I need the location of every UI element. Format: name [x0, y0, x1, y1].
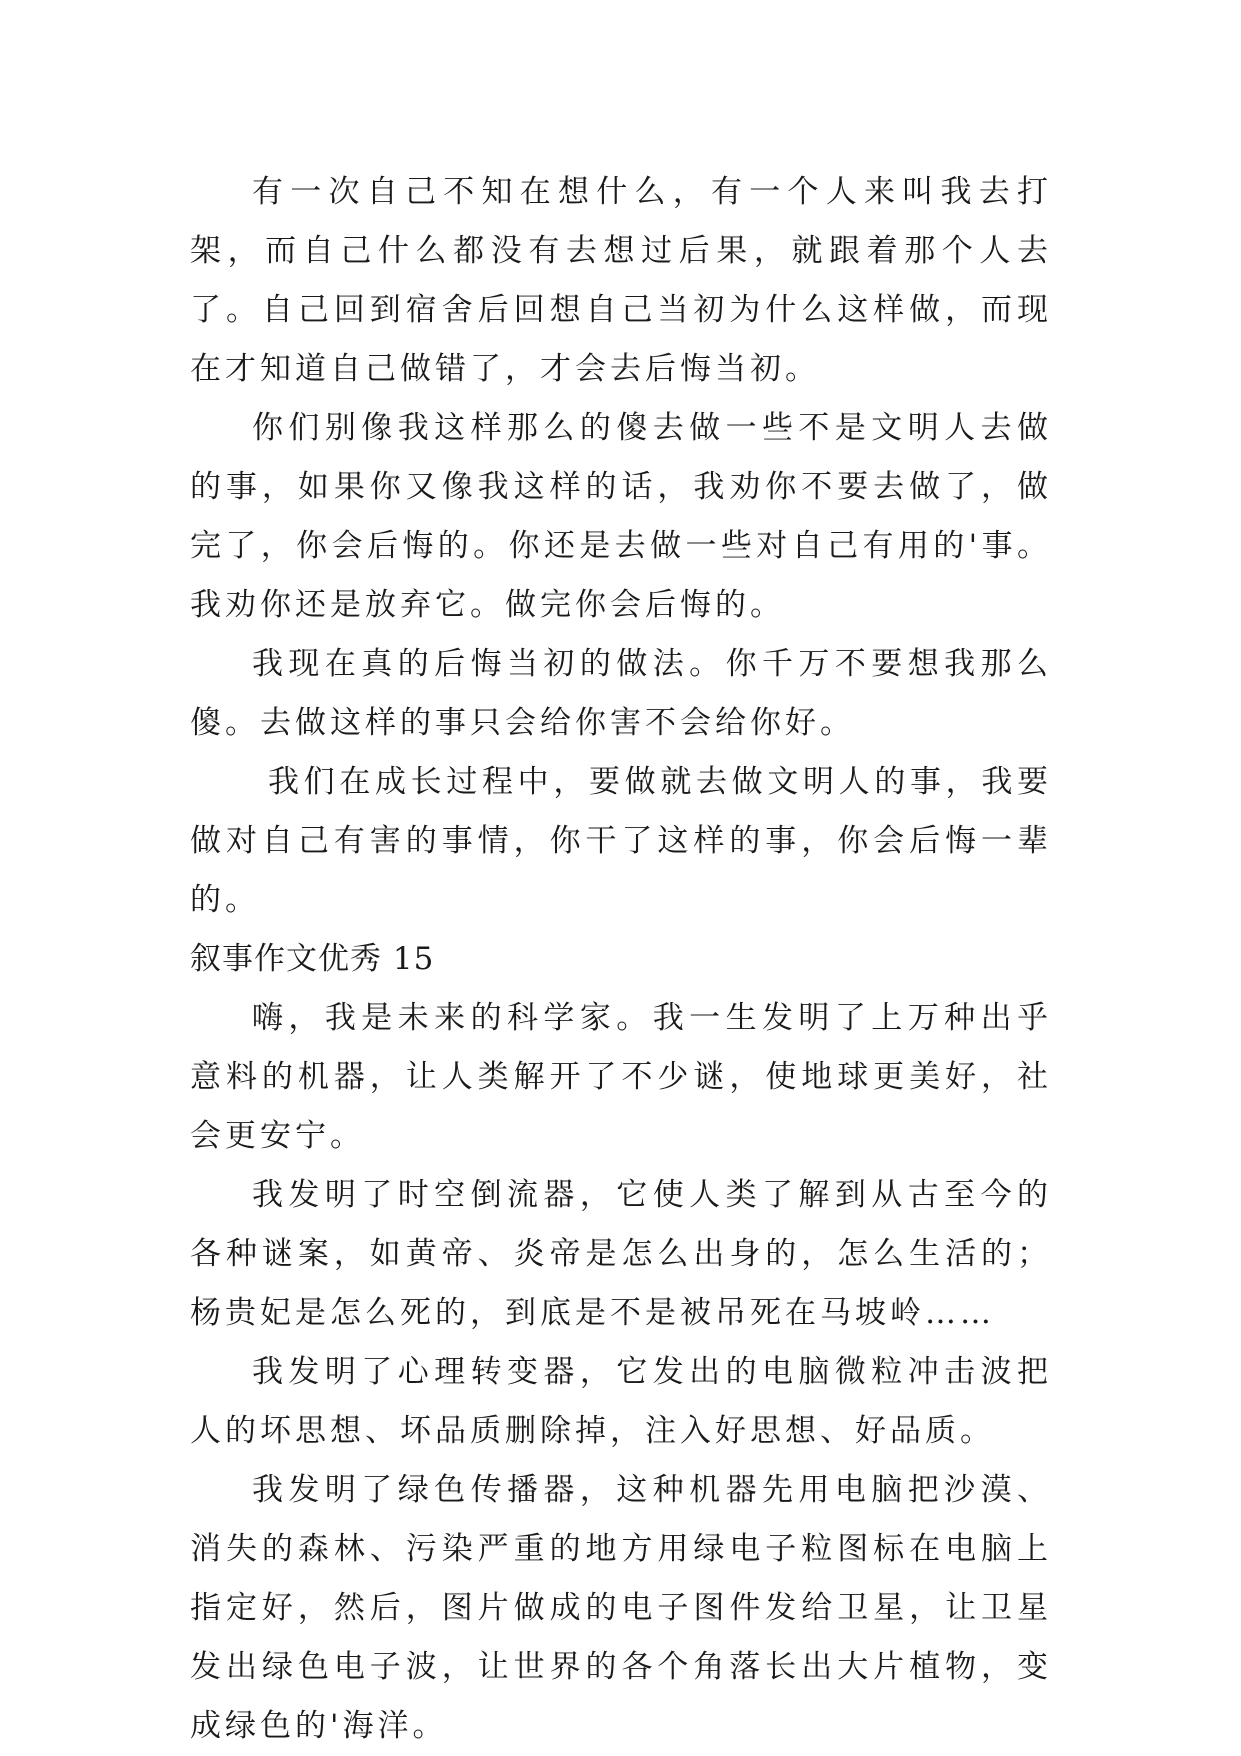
paragraph-time-machine: 我发明了时空倒流器，它使人类了解到从古至今的各种谜案，如黄帝、炎帝是怎么出身的，怎么生活的；杨贵妃是怎么死的，到底是不是被吊死在马坡岭…… — [190, 1177, 1052, 1331]
paragraph-regret: 我现在真的后悔当初的做法。你千万不要想我那么傻。去做这样的事只会给你害不会给你好。 — [190, 646, 1052, 741]
document-body — [190, 163, 1052, 1756]
paragraph-scientist: 嗨，我是未来的科学家。我一生发明了上万种出乎意料的机器，让人类解开了不少谜，使地球更美好，社会更安宁。 — [190, 1000, 1052, 1154]
paragraph-mind-converter: 我发明了心理转变器，它发出的电脑微粒冲击波把人的坏思想、坏品质删除掉，注入好思想、好品质。 — [190, 1354, 1052, 1449]
paragraph-fight: 有一次自己不知在想什么，有一个人来叫我去打架，而自己什么都没有去想过后果，就跟着那个人去了。自己回到宿舍后回想自己当初为什么这样做，而现在才知道自己做错了，才会去后悔当初。 — [190, 174, 1052, 387]
paragraph-growth: 我们在成长过程中，要做就去做文明人的事，我要做对自己有害的事情，你干了这样的事，你会后悔一辈的。 — [190, 764, 1052, 918]
paragraph-green-spreader: 我发明了绿色传播器，这种机器先用电脑把沙漠、消失的森林、污染严重的地方用绿电子粒图标在电脑上指定好，然后，图片做成的电子图件发给卫星，让卫星发出绿色电子波，让世界的各个角落长出大片植物，变成绿色的'海洋。 — [190, 1472, 1052, 1744]
paragraph-advice: 你们别像我这样那么的傻去做一些不是文明人去做的事，如果你又像我这样的话，我劝你不要去做了，做完了，你会后悔的。你还是去做一些对自己有用的'事。我劝你还是放弃它。做完你会后悔的。 — [190, 410, 1052, 623]
section-title: 叙事作文优秀 15 — [190, 941, 435, 977]
